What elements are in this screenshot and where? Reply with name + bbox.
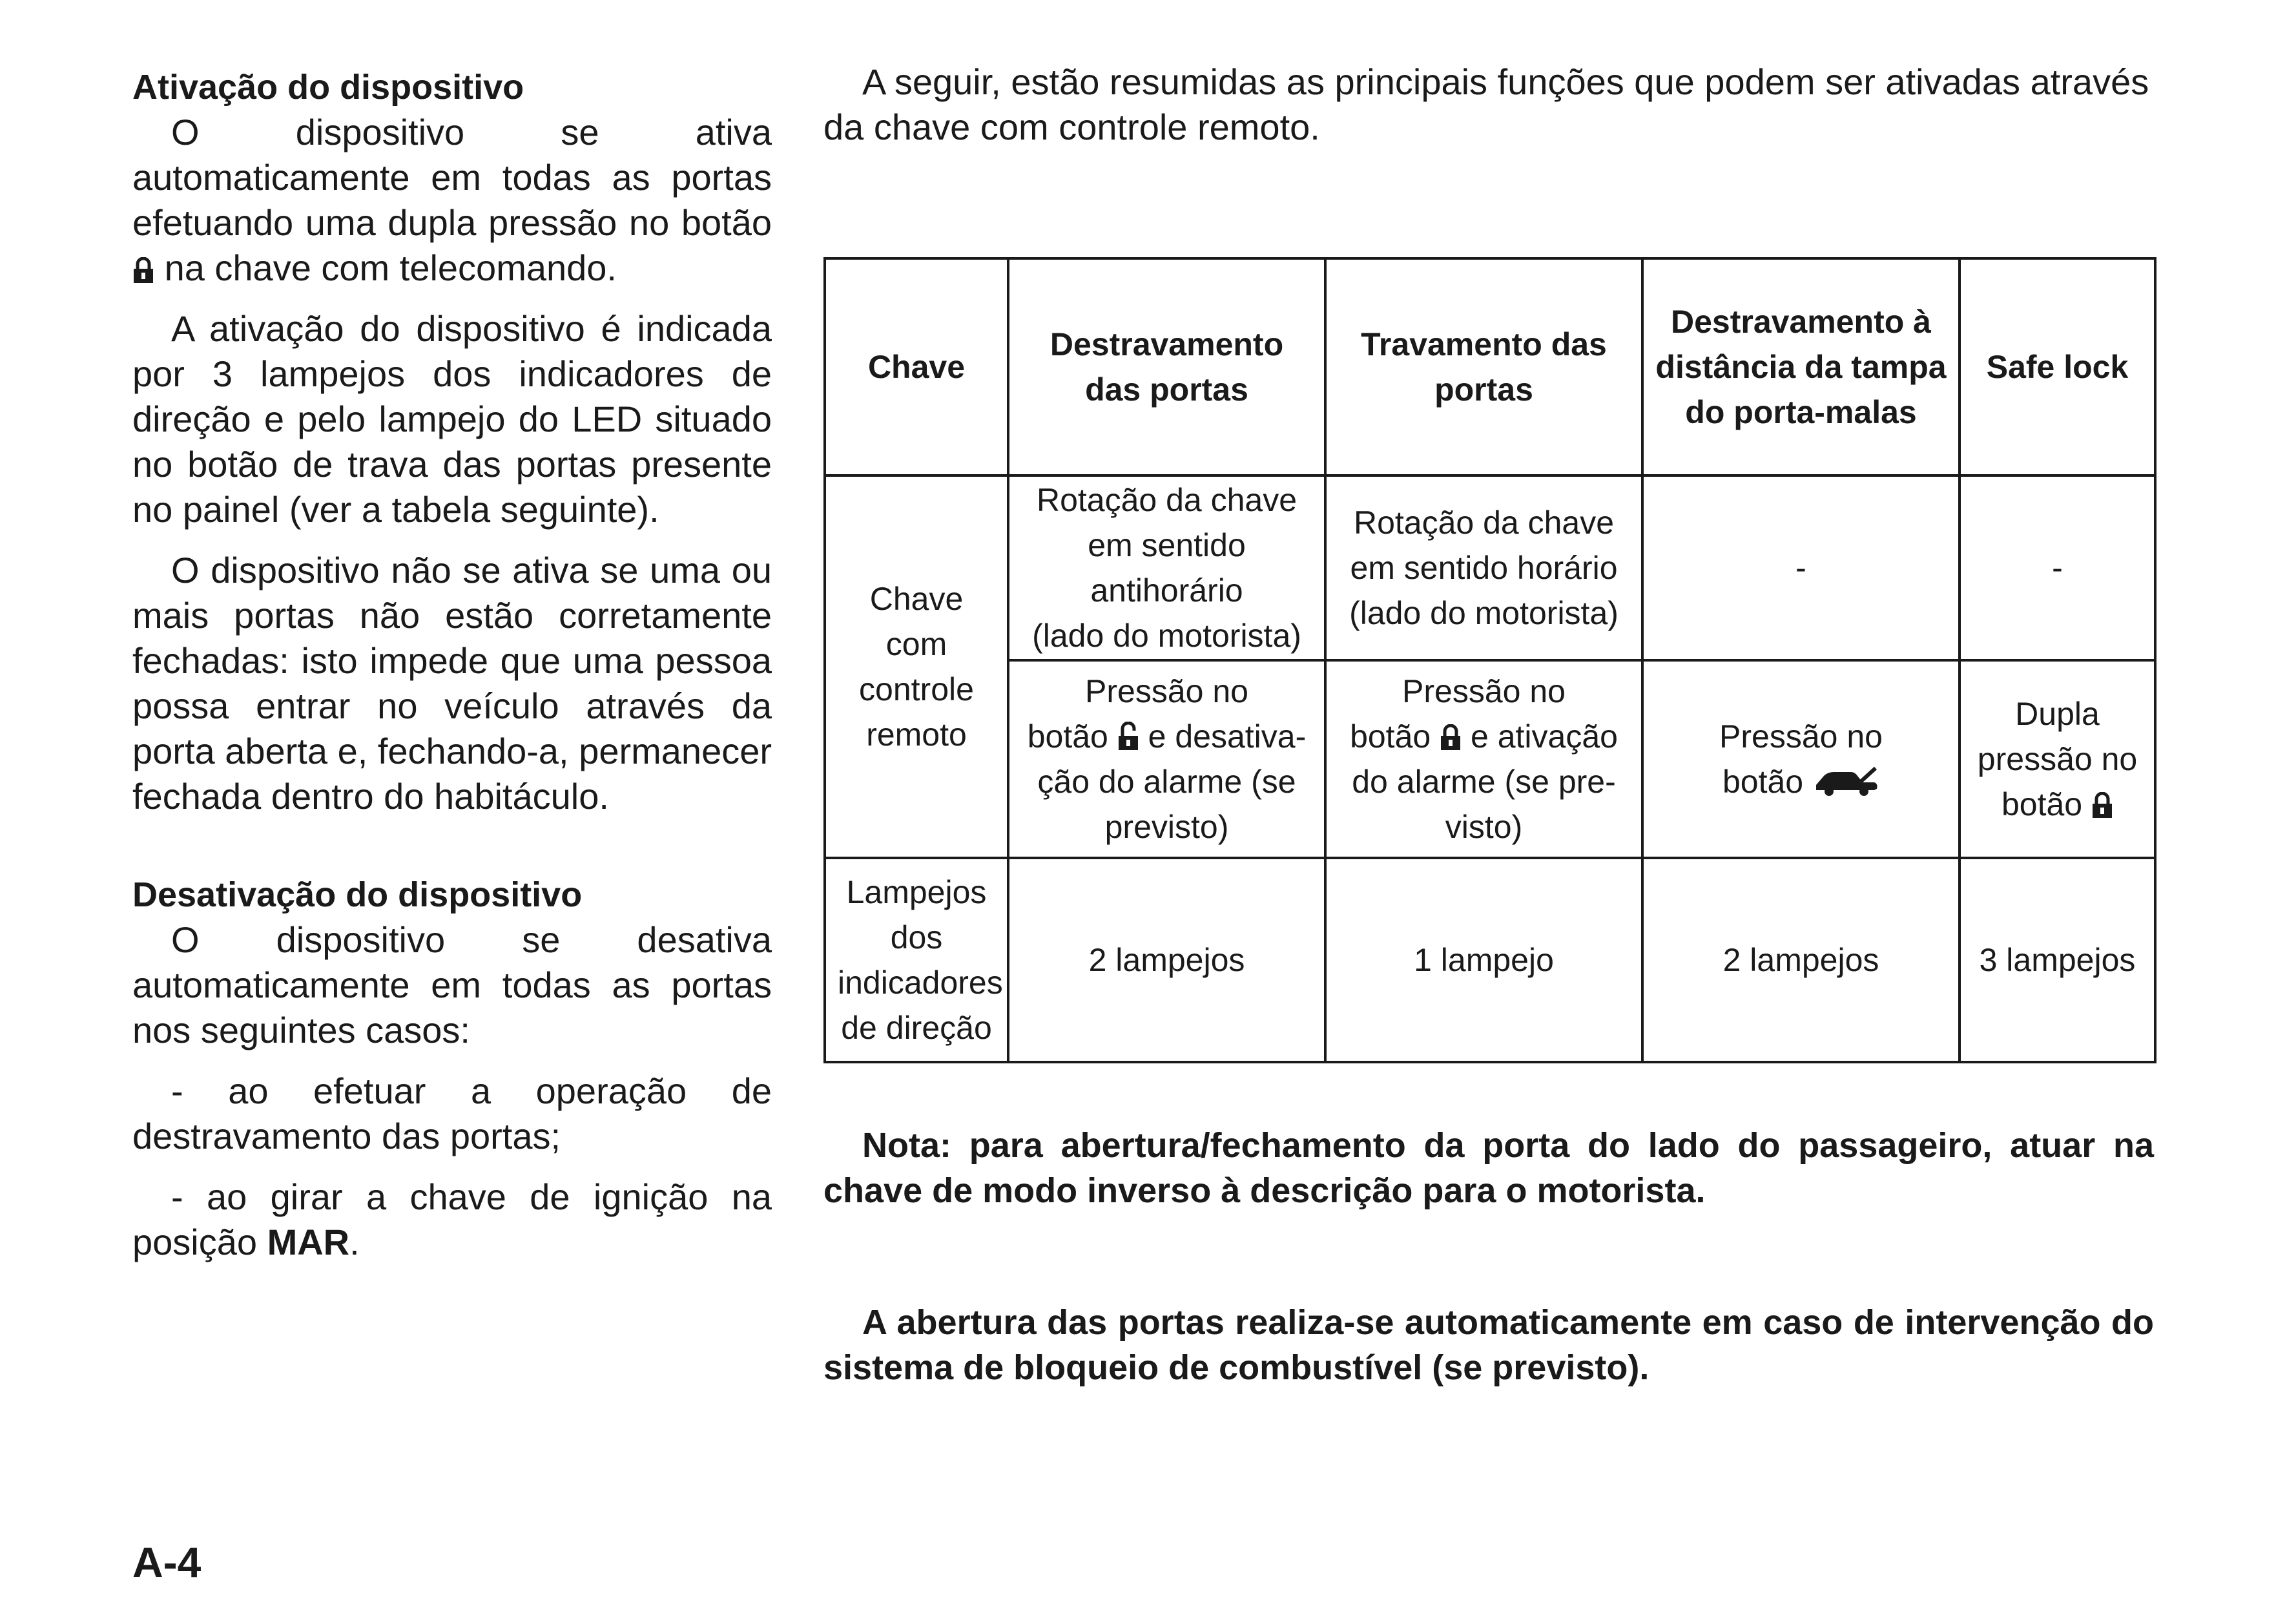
deactivation-item-1: - ao efetuar a operação de destravamento das portas;	[132, 1070, 772, 1156]
press-lock	[1325, 660, 1642, 858]
flashes-label: Lampejos dos indicadores de direção	[825, 858, 1008, 1062]
rotation-trunk: -	[1642, 475, 1960, 660]
table-header-row	[825, 258, 2155, 475]
deactivation-item-2-end: .	[349, 1222, 360, 1262]
activation-paragraph-2: A ativação do dispositivo é indicada por 3 lampejos dos indicadores de direção e pelo lampejo do LED situado no botão de trava das portas presente no painel (ver a tabela seguinte).	[132, 308, 772, 530]
flashes-unlock: 2 lampejos	[1008, 858, 1325, 1062]
header-lock: Travamento das portas	[1325, 258, 1642, 475]
deactivation-item-2	[132, 1174, 772, 1265]
press-lock-start: Pressão no botão	[1350, 673, 1566, 755]
car-trunk-icon	[1812, 764, 1879, 797]
activation-p1-end: na chave com telecomando.	[164, 247, 617, 288]
activation-paragraph-1	[132, 110, 772, 291]
deactivation-item-2-bold: MAR	[267, 1222, 350, 1262]
press-unlock	[1008, 660, 1325, 858]
activation-p1-start: O dispositivo se ativa automaticamente em todas as portas efetuando uma dupla pressão no botão	[132, 112, 772, 243]
key-functions-table	[823, 257, 2156, 1063]
rotation-safelock: -	[1960, 475, 2155, 660]
activation-heading: Ativação do dispositivo	[132, 68, 524, 107]
padlock-closed-icon	[132, 257, 154, 284]
table-row-rotation	[825, 475, 2155, 660]
note-fuel-cutoff: A abertura das portas realiza-se automaticamente em caso de intervenção do sistema de bloqueio de combustível (se previsto).	[823, 1303, 2154, 1387]
press-safelock-text: Dupla pressão no botão	[1977, 696, 2138, 822]
press-safelock	[1960, 660, 2155, 858]
press-trunk	[1642, 660, 1960, 858]
header-unlock: Destravamento das portas	[1008, 258, 1325, 475]
header-trunk: Destravamento à distância da tampa do porta-malas	[1642, 258, 1960, 475]
table-row-press	[825, 660, 2155, 858]
deactivation-heading: Desativação do dispositivo	[132, 875, 583, 914]
press-lock-end: e ativação do alarme (se pre- visto)	[1352, 718, 1618, 845]
right-column	[823, 59, 2154, 150]
deactivation-item-2-start: - ao girar a chave de ignição na posição	[132, 1176, 772, 1262]
flashes-safelock: 3 lampejos	[1960, 858, 2155, 1062]
padlock-closed-icon	[1440, 724, 1462, 751]
header-key: Chave	[825, 258, 1008, 475]
page-number: A-4	[132, 1538, 202, 1586]
rotation-lock: Rotação da chave em sentido horário (lado do motorista)	[1325, 475, 1642, 660]
press-trunk-text: Pressão no botão	[1719, 718, 1883, 800]
header-safelock: Safe lock	[1960, 258, 2155, 475]
padlock-closed-icon	[2091, 792, 2113, 819]
flashes-trunk: 2 lampejos	[1642, 858, 1960, 1062]
rotation-unlock: Rotação da chave em sentido antihorário (lado do motorista)	[1008, 475, 1325, 660]
remote-key-label: Chave com controle remoto	[825, 475, 1008, 858]
left-column	[132, 65, 772, 1280]
table-row-flashes	[825, 858, 2155, 1062]
activation-paragraph-3: O dispositivo não se ativa se uma ou mais portas não estão corretamente fechadas: isto impede que uma pessoa possa entrar no veículo através da porta aberta e, fechando-a, permanecer fechada dentro do habitáculo.	[132, 550, 772, 817]
flashes-lock: 1 lampejo	[1325, 858, 1642, 1062]
padlock-open-icon	[1117, 722, 1139, 751]
intro-paragraph: A seguir, estão resumidas as principais funções que podem ser ativadas através da chave com controle remoto.	[823, 61, 2149, 147]
deactivation-paragraph-1: O dispositivo se desativa automaticamente em todas as portas nos seguintes casos:	[132, 919, 772, 1050]
press-unlock-end: e desativa- ção do alarme (se previsto)	[1037, 718, 1307, 845]
press-unlock-start: Pressão no botão	[1027, 673, 1248, 755]
note-passenger-door: Nota: para abertura/fechamento da porta do lado do passageiro, atuar na chave de modo inverso à descrição para o motorista.	[823, 1126, 2154, 1210]
